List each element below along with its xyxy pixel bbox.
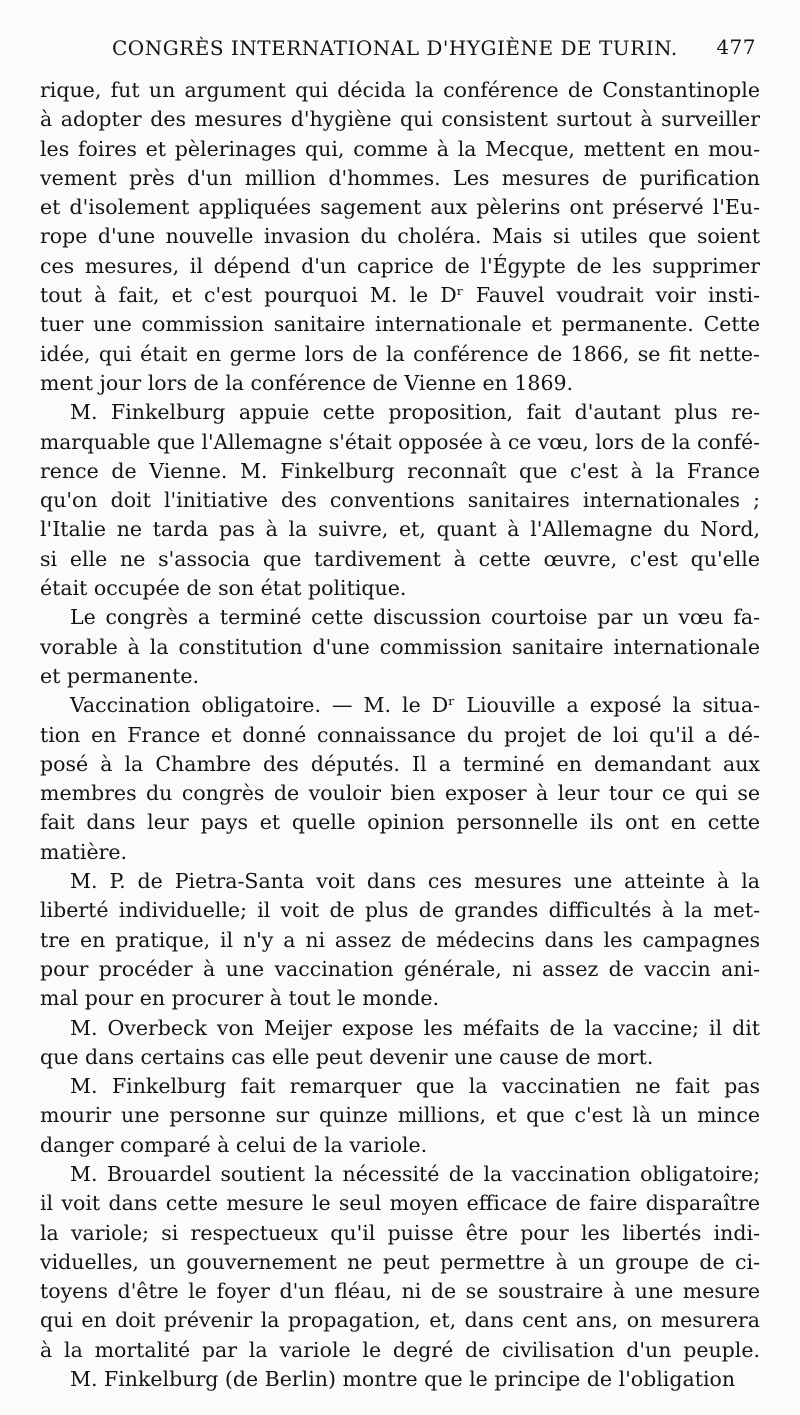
text-line: liberté individuelle; il voit de plus de grandes difficultés à la met- (40, 898, 760, 923)
text-line: la variole; si respectueux qu'il puisse être pour les libertés indi- (40, 1220, 760, 1245)
text-line: tout à fait, et c'est pourquoi M. le Dʳ Fauvel voudrait voir insti- (40, 283, 760, 308)
text-line: qu'on doit l'initiative des conventions sanitaires internationales ; (40, 488, 760, 513)
text-line: à la mortalité par la variole le degré de civilisation d'un peuple. (40, 1337, 760, 1362)
text-line: était occupée de son état politique. (40, 576, 407, 601)
text-line: ces mesures, il dépend d'un caprice de l'Égypte de les supprimer (40, 253, 760, 278)
text-line: rope d'une nouvelle invasion du choléra. Mais si utiles que soient (40, 224, 760, 249)
text-line: viduelles, un gouvernement ne peut permettre à un groupe de ci- (40, 1249, 760, 1274)
text-line: qui en doit prévenir la propagation, et, dans cent ans, on mesurera (40, 1308, 760, 1333)
text-line: membres du congrès de vouloir bien exposer à leur tour ce qui se (40, 781, 760, 806)
text-line: idée, qui était en germe lors de la conférence de 1866, se fit nette- (40, 341, 760, 366)
text-line: mal pour en procurer à tout le monde. (40, 986, 439, 1011)
text-line: tuer une commission sanitaire internationale et permanente. Cette (40, 312, 760, 337)
text-line: toyens d'être le foyer d'un fléau, ni de se soustraire à une mesure (40, 1279, 760, 1304)
text-line: pour procéder à une vaccination générale, ni assez de vaccin ani- (40, 956, 760, 981)
text-line: que dans certains cas elle peut devenir une cause de mort. (40, 1044, 654, 1069)
text-line: rique, fut un argument qui décida la conférence de Constantinople (40, 78, 760, 102)
text-line: marquable que l'Allemagne s'était opposée à ce vœu, lors de la confé- (40, 429, 760, 454)
text-line: M. Brouardel soutient la nécessité de la vaccination obligatoire; (70, 1161, 760, 1186)
text-line: si elle ne s'associa que tardivement à cette œuvre, c'est qu'elle (40, 546, 760, 571)
section-heading-line: Vaccination obligatoire. — M. le Dʳ Liouville a exposé la situa- (70, 693, 760, 718)
text-line: ment jour lors de la conférence de Vienne en 1869. (40, 370, 574, 395)
text-line: rence de Vienne. M. Finkelburg reconnaît que c'est à la France (40, 458, 760, 483)
text-line: et permanente. (40, 663, 200, 688)
text-line: tion en France et donné connaissance du projet de loi qu'il a dé- (40, 722, 760, 747)
text-line: M. Finkelburg appuie cette proposition, fait d'autant plus re- (70, 400, 760, 425)
running-title: CONGRÈS INTERNATIONAL D'HYGIÈNE DE TURIN. (112, 36, 678, 60)
text-line: danger comparé à celui de la variole. (40, 1132, 428, 1157)
page-number: 477 (716, 35, 756, 59)
running-head (40, 36, 760, 66)
text-line: fait dans leur pays et quelle opinion personnelle ils ont en cette (40, 810, 760, 835)
text-line: posé à la Chambre des députés. Il a terminé en demandant aux (40, 751, 760, 776)
text-line: Le congrès a terminé cette discussion courtoise par un vœu fa- (70, 605, 760, 630)
text-line: vorable à la constitution d'une commission sanitaire internationale (40, 634, 760, 659)
text-line: M. Overbeck von Meijer expose les méfaits de la vaccine; il dit (70, 1015, 760, 1040)
text-line: l'Italie ne tarda pas à la suivre, et, quant à l'Allemagne du Nord, (40, 517, 760, 542)
text-line: les foires et pèlerinages qui, comme à la Mecque, mettent en mou- (40, 136, 760, 161)
text-line: il voit dans cette mesure le seul moyen efficace de faire disparaître (40, 1191, 760, 1216)
text-line: et d'isolement appliquées sagement aux pèlerins ont préservé l'Eu- (40, 195, 760, 220)
text-line: tre en pratique, il n'y a ni assez de médecins dans les campagnes (40, 927, 760, 952)
text-line: vement près d'un million d'hommes. Les mesures de purification (40, 165, 760, 190)
text-line: M. P. de Pietra-Santa voit dans ces mesures une atteinte à la (70, 869, 760, 894)
text-line: mourir une personne sur quinze millions, et que c'est là un mince (40, 1103, 760, 1128)
text-line: à adopter des mesures d'hygiène qui consistent surtout à surveiller (40, 107, 760, 132)
text-line: matière. (40, 839, 128, 864)
body-text (40, 76, 760, 1394)
text-line: M. Finkelburg (de Berlin) montre que le principe de l'obligation (70, 1367, 736, 1392)
text-line: M. Finkelburg fait remarquer que la vaccinatien ne fait pas (70, 1074, 760, 1099)
